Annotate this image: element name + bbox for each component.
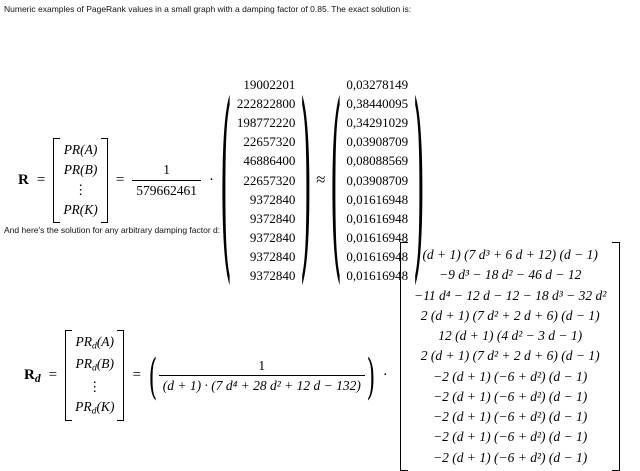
bracket-right — [612, 242, 620, 471]
matrix-value: 9372840 — [249, 229, 296, 245]
paren-right: ) — [413, 55, 425, 305]
matrix-value: 0,03908709 — [346, 134, 409, 150]
eq1-multiplication-dot: · — [209, 171, 215, 188]
vector-ellipsis: ⋮ — [73, 182, 88, 198]
matrix-value: 9372840 — [249, 210, 296, 226]
caption-arbitrary-damping: And here's the solution for any arbitrary damping factor d: — [4, 225, 221, 235]
eq2-equals-sign: = — [48, 367, 58, 384]
matrix-row: −2 (d + 1) (−6 + d²) (d − 1) — [433, 429, 588, 445]
matrix-value: 0,01616948 — [346, 210, 409, 226]
eq2-multiplication-dot: · — [382, 367, 388, 384]
eq2-lhs-symbol: $R_d$ — [24, 366, 41, 386]
vector-label: $PR_d(K)$ — [75, 398, 115, 417]
vector-label: $PR_d(A)$ — [75, 334, 115, 352]
matrix-value: 0,01616948 — [346, 248, 409, 264]
eq2-vector-cells — [72, 330, 117, 421]
matrix-row: 12 (d + 1) (4 d² − 3 d − 1) — [438, 328, 583, 343]
matrix-row: (d + 1) (7 d³ + 6 d + 12) (d − 1) — [422, 247, 598, 262]
matrix-value: 198772220 — [236, 115, 296, 131]
eq1-pagerank-vector — [53, 138, 108, 223]
bracket-right — [117, 330, 124, 421]
paren-left: ( — [148, 346, 158, 405]
fraction-denominator: (d + 1) · (7 d⁴ + 28 d² + 12 d − 132) — [162, 378, 361, 394]
eq2-polynomial-matrix — [400, 242, 620, 471]
matrix-row: −2 (d + 1) (−6 + d²) (d − 1) — [433, 409, 588, 424]
matrix-value: 0,01616948 — [346, 191, 409, 207]
eq2-fraction-group — [148, 346, 376, 405]
bracket-left — [53, 138, 60, 223]
eq1-fraction — [132, 162, 201, 198]
eq2-equals-sign-2: = — [132, 367, 141, 384]
fraction-numerator: 1 — [258, 357, 266, 373]
fraction-bar — [159, 375, 365, 376]
matrix-value: 9372840 — [249, 248, 296, 264]
equation-exact-solution — [18, 55, 425, 305]
vector-label: PR(B) — [63, 161, 98, 177]
vector-label: PR(A) — [63, 141, 98, 157]
matrix-value: 22657320 — [243, 172, 296, 188]
matrix-value: 222822800 — [236, 96, 296, 112]
eq1-vector-cells — [60, 138, 101, 223]
eq2-lhs-subscript: d — [34, 373, 41, 386]
eq1-equals-sign-2: = — [115, 171, 125, 188]
paren-left: ( — [329, 55, 342, 305]
eq2-fraction — [159, 358, 365, 394]
fraction-bar — [132, 180, 201, 181]
paren-left: ( — [220, 55, 232, 305]
eq1-lhs-symbol: R — [18, 171, 29, 188]
matrix-row: −2 (d + 1) (−6 + d²) (d − 1) — [433, 388, 588, 404]
paren-right: ) — [300, 55, 313, 305]
matrix-row: −2 (d + 1) (−6 + d²) (d − 1) — [433, 449, 588, 465]
eq2-pagerank-vector — [65, 330, 124, 421]
matrix-value: 22657320 — [243, 134, 296, 150]
matrix-row: −2 (d + 1) (−6 + d²) (d − 1) — [433, 368, 588, 384]
eq1-exact-cells — [233, 75, 300, 285]
matrix-row: −9 d³ − 18 d² − 46 d − 12 — [438, 267, 582, 283]
eq1-exact-values-matrix — [220, 55, 313, 305]
vector-label: $PR_d(B)$ — [75, 356, 115, 375]
paren-right: ) — [366, 346, 376, 405]
matrix-row: 2 (d + 1) (7 d² + 2 d + 6) (d − 1) — [420, 348, 600, 364]
caption-exact-solution: Numeric examples of PageRank values in a small graph with a damping factor of 0.85. The exact solution is: — [4, 4, 412, 14]
matrix-value: 9372840 — [249, 191, 296, 207]
vector-ellipsis: ⋮ — [88, 378, 102, 394]
fraction-denominator: 579662461 — [136, 182, 198, 198]
matrix-row: 2 (d + 1) (7 d² + 2 d + 6) (d − 1) — [420, 307, 600, 323]
bracket-left — [400, 242, 408, 471]
matrix-value: 0,01616948 — [346, 268, 409, 284]
matrix-value: 0,01616948 — [346, 229, 409, 245]
matrix-value: 19002201 — [243, 77, 296, 92]
eq2-matrix-cells — [408, 242, 612, 471]
vector-label: PR(K) — [63, 202, 98, 218]
matrix-value: 0,34291029 — [346, 115, 409, 131]
bracket-left — [65, 330, 72, 421]
matrix-row: −11 d⁴ − 12 d − 12 − 18 d³ − 32 d² — [414, 287, 607, 303]
matrix-value: 9372840 — [249, 268, 296, 284]
matrix-value: 0,38440095 — [346, 96, 409, 112]
eq1-equals-sign: = — [36, 171, 46, 188]
eq1-approx-sign: ≈ — [316, 170, 326, 190]
fraction-numerator: 1 — [163, 162, 171, 178]
matrix-value: 46886400 — [243, 153, 296, 169]
bracket-right — [101, 138, 108, 223]
matrix-value: 0,08088569 — [346, 153, 409, 169]
matrix-value: 0,03278149 — [346, 77, 409, 92]
matrix-value: 0,03908709 — [346, 172, 409, 188]
